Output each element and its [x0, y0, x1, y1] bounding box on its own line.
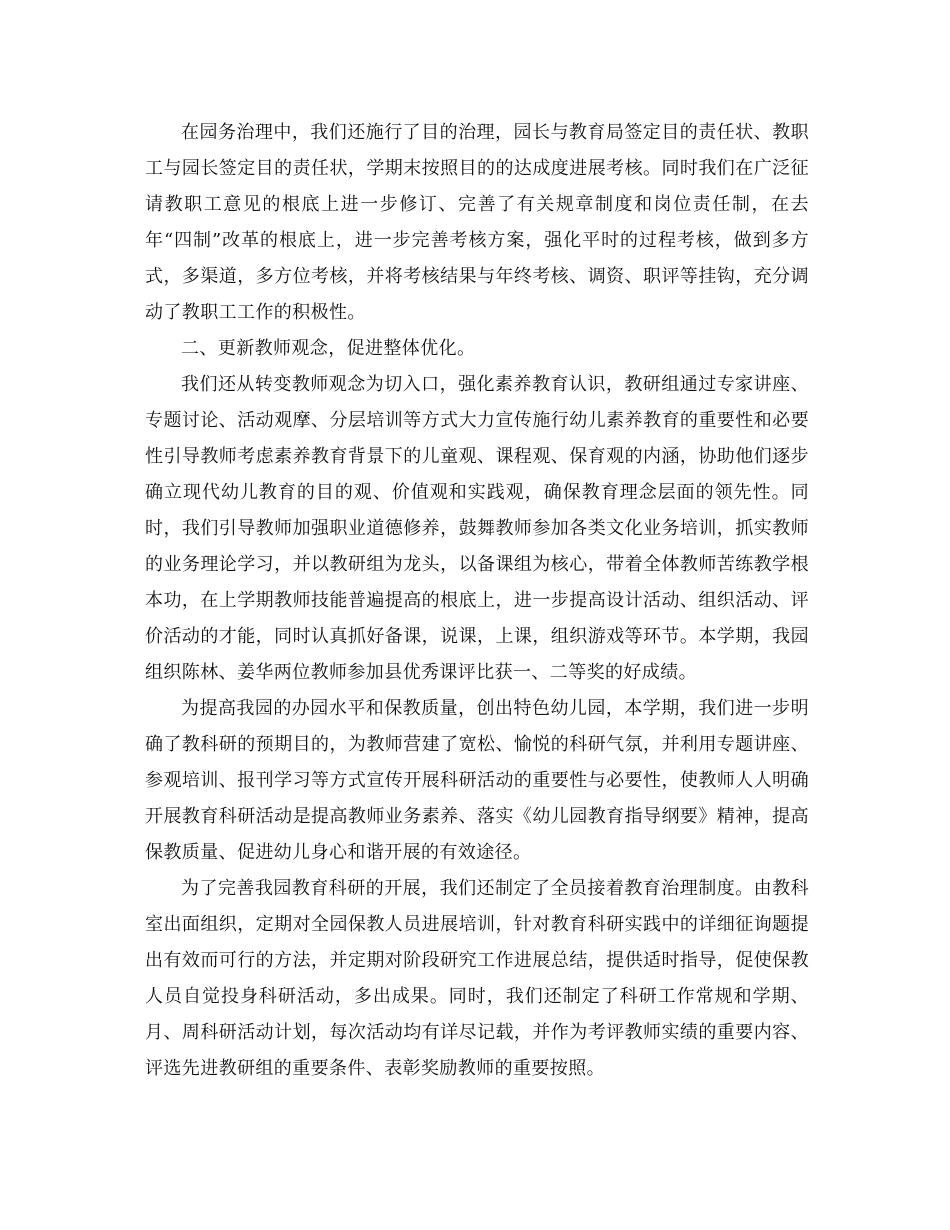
paragraph-management-targets: 在园务治理中，我们还施行了目的治理，园长与教育局签定目的责任状、教职工与园长签定目的责任状，学期末按照目的的达成度进展考核。同时我们在广泛征请教职工意见的根底上进一步修订、完善了有关规章制度和岗位责任制，在去年“四制”改革的根底上，进一步完善考核方案，强化平时的过程考核，做到多方式，多渠道，多方位考核，并将考核结果与年终考核、调资、职评等挂钩，充分调动了教职工工作的积极性。 [145, 122, 809, 323]
paragraph-teacher-training: 我们还从转变教师观念为切入口，强化素养教育认识，教研组通过专家讲座、专题讨论、活动观摩、分层培训等方式大力宣传施行幼儿素养教育的重要性和必要性引导教师考虑素养教育背景下的儿童观、课程观、保育观的内涵，协助他们逐步确立现代幼儿教育的目的观、价值观和实践观，确保教育理念层面的领先性。同时，我们引导教师加强职业道德修养，鼓舞教师参加各类文化业务培训，抓实教师的业务理论学习，并以教研组为龙头，以备课组为核心，带着全体教师苦练教学根本功，在上学期教师技能普遍提高的根底上，进一步提高设计活动、组织活动、评价活动的才能，同时认真抓好备课，说课，上课，组织游戏等环节。本学期，我园组织陈林、姜华两位教师参加县优秀课评比获一、二等奖的好成绩。 [145, 374, 809, 683]
paragraph-research-goals: 为提高我园的办园水平和保教质量，创出特色幼儿园，本学期，我们进一步明确了教科研的预期目的，为教师营建了宽松、愉悦的科研气氛，并利用专题讲座、参观培训、报刊学习等方式宣传开展科研活动的重要性与必要性，使教师人人明确开展教育科研活动是提高教师业务素养、落实《幼儿园教育指导纲要》精神，提高保教质量、促进幼儿身心和谐开展的有效途径。 [145, 698, 809, 863]
section-heading-teacher-concepts: 二、更新教师观念，促进整体优化。 [181, 338, 476, 359]
paragraph-research-system: 为了完善我园教育科研的开展，我们还制定了全员接着教育治理制度。由教科室出面组织，定期对全园保教人员进展培训，针对教育科研实践中的详细征询题提出有效而可行的方法，并定期对阶段研究工作进展总结，提供适时指导，促使保教人员自觉投身科研活动，多出成果。同时，我们还制定了科研工作常规和学期、月、周科研活动计划，每次活动均有详尽记载，并作为考评教师实绩的重要内容、评选先进教研组的重要条件、表彰奖励教师的重要按照。 [145, 878, 809, 1079]
document-body [145, 115, 809, 1087]
